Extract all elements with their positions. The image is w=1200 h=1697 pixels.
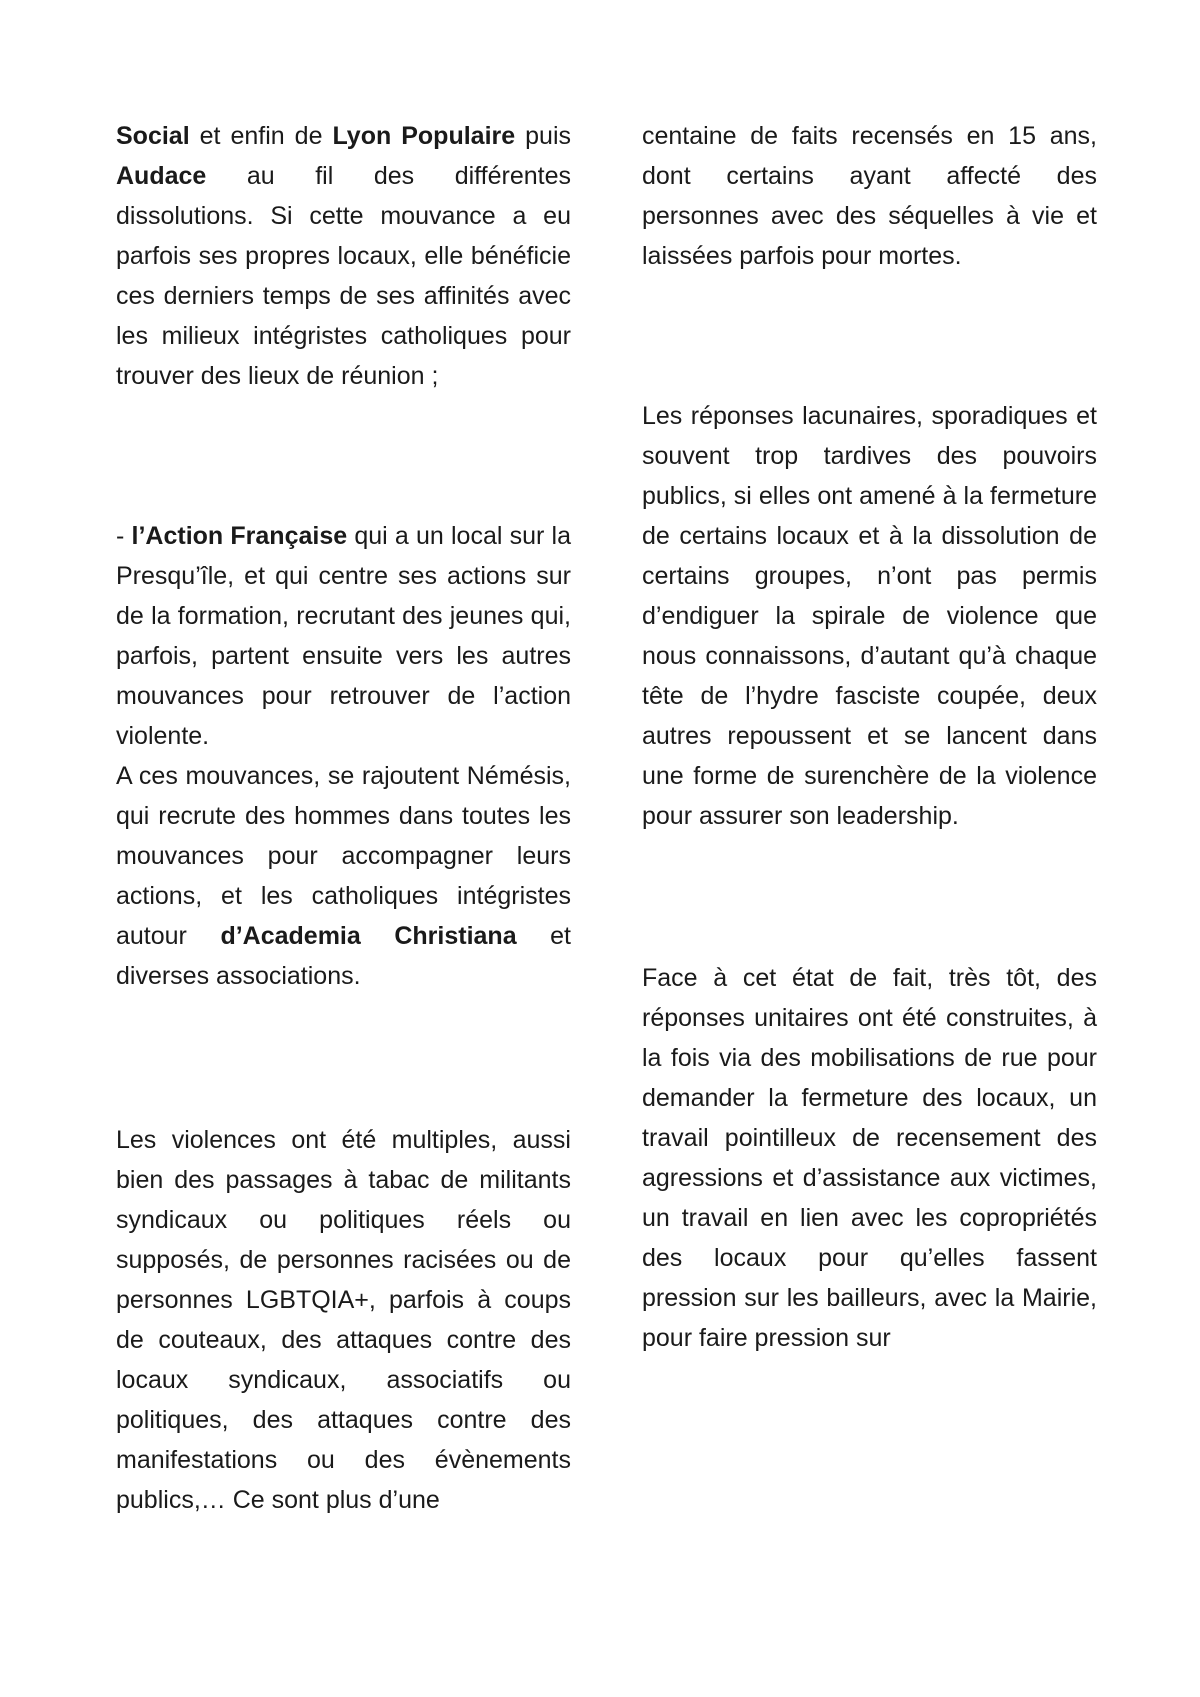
paragraph-violences: Les violences ont été multiples, aussi bien des passages à tabac de militants syndicaux ou politiques réels ou supposés, de personnes racisées ou de personnes LGBTQIA+, parfois à coups de couteaux, des attaques contre des locaux syndicaux, associatifs ou politiques, des attaques contre des manifestations ou des évènements publics,… Ce sont plus d’une [116,1126,571,1514]
paragraph-text: et diverses associations. [116,922,571,990]
bold-term: Lyon Populaire [332,122,516,150]
paragraph-other-movements [116,756,571,996]
paragraph-text: qui a un local sur la Presqu’île, et qui centre ses actions sur de la formation, recrutant des jeunes qui, parfois, partent ensuite vers les autres mouvances pour retrouver de l’action violente. [116,522,571,750]
paragraph-text: au fil des différentes dissolutions. Si cette mouvance a eu parfois ses propres locaux, elle bénéficie ces derniers temps de ses affinités avec les milieux intégristes catholiques pour trouver des lieux de réunion ; [116,162,571,390]
paragraph-text: A ces mouvances, se rajoutent Némésis, qui recrute des hommes dans toutes les mouvances pour accompagner leurs actions, et les catholiques intégristes autour [116,762,571,950]
bold-term: Audace [116,162,207,190]
paragraph-ultra-right-groups [116,116,571,396]
paragraph-text: puis [515,122,572,150]
paragraph-text: et enfin de [189,122,333,150]
paragraph-action-francaise [116,516,571,756]
paragraph-facts-count: centaine de faits recensés en 15 ans, dont certains ayant affecté des personnes avec des séquelles à vie et laissées parfois pour mortes. [642,122,1097,270]
paragraph-text: - [116,522,132,550]
paragraph-unitary-responses: Face à cet état de fait, très tôt, des réponses unitaires ont été construites, à la fois via des mobilisations de rue pour demander la fermeture des locaux, un travail pointilleux de recensement des agressions et d’assistance aux victimes, un travail en lien avec les copropriétés des locaux pour qu’elles fassent pression sur les bailleurs, avec la Mairie, pour faire pression sur [642,964,1097,1352]
bold-term: d’Academia Christiana [220,922,517,950]
bold-term: l’Action Française [131,522,348,550]
paragraph-public-responses: Les réponses lacunaires, sporadiques et souvent trop tardives des pouvoirs publics, si elles ont amené à la fermeture de certains locaux et à la dissolution de certains groupes, n’ont pas permis d’endiguer la spirale de violence que nous connaissons, d’autant qu’à chaque tête de l’hydre fasciste coupée, deux autres repoussent et se lancent dans une forme de surenchère de la violence pour assurer son leadership. [642,402,1097,830]
left-column [116,116,571,1520]
right-column [642,116,1097,1358]
bold-term: Social [116,122,190,150]
